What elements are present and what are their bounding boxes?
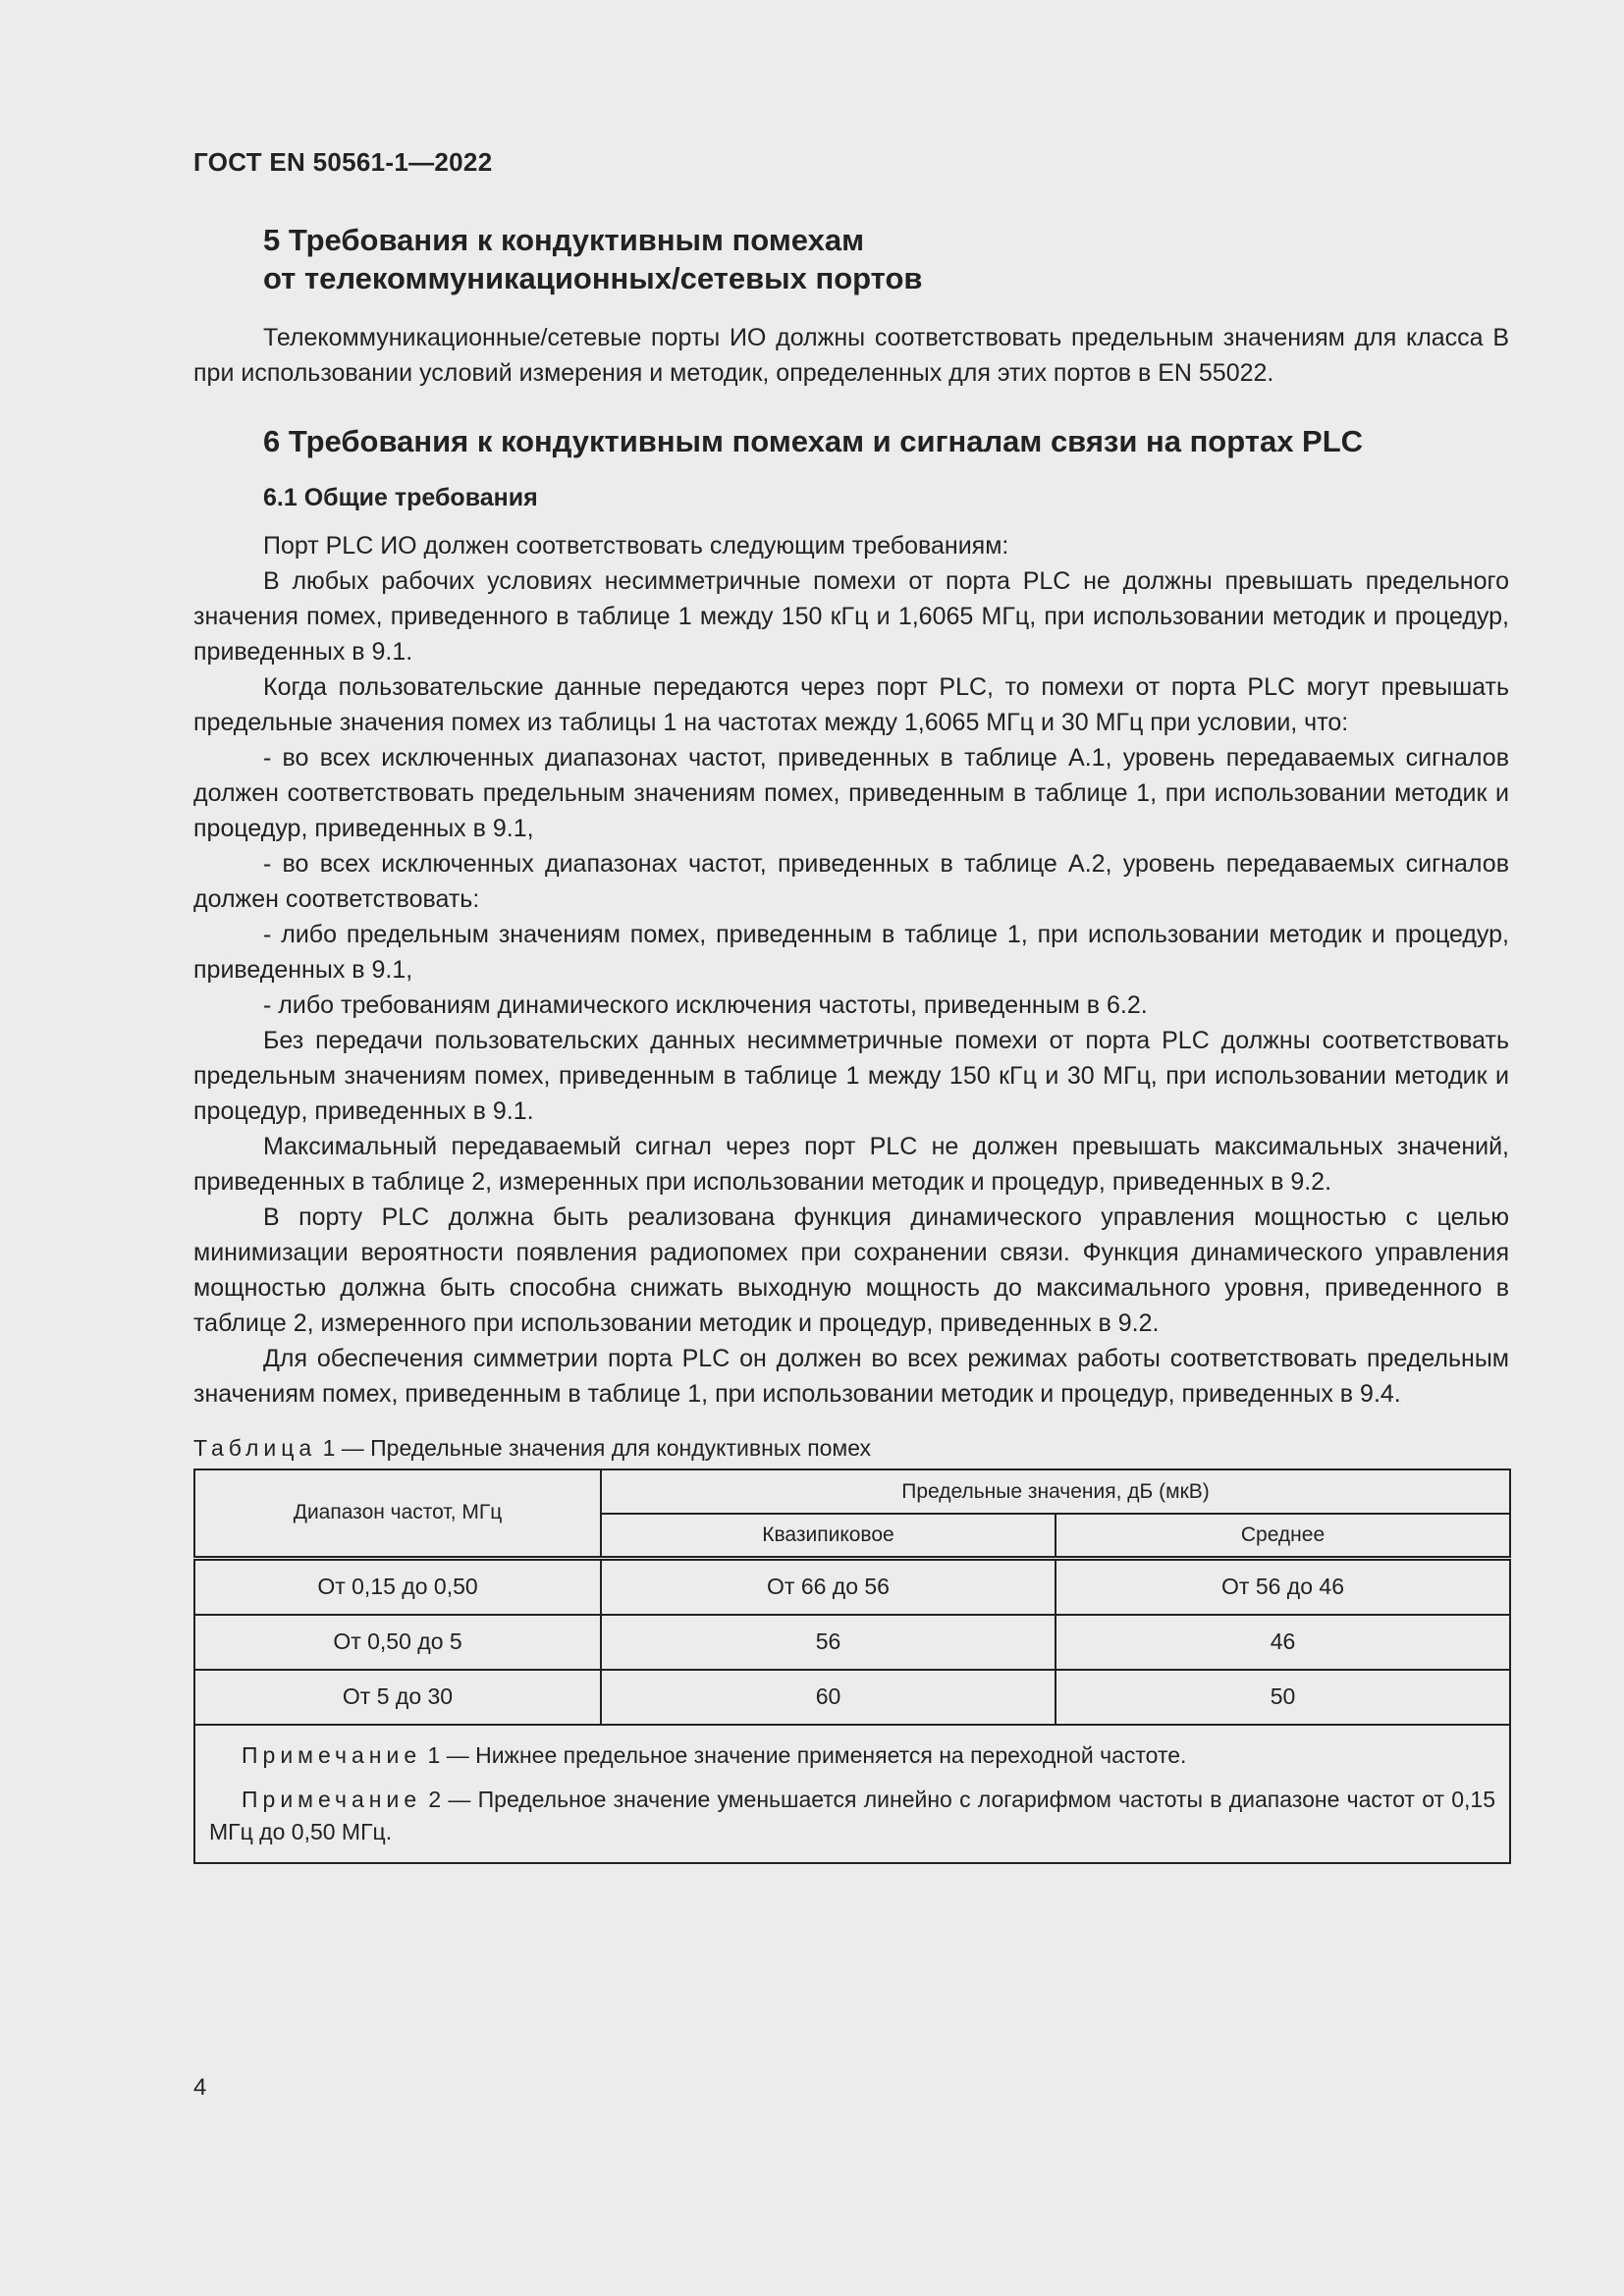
list-item: - либо предельным значениям помех, приведенным в таблице 1, при использовании методик и процедур, приведенных в 9.1, <box>193 921 1509 984</box>
cell-quasi-peak: От 66 до 56 <box>601 1558 1056 1615</box>
cell-quasi-peak: 56 <box>601 1615 1056 1670</box>
cell-average: 50 <box>1056 1670 1510 1725</box>
section-5-title-line-1: 5 Требования к кондуктивным помехам <box>263 223 865 257</box>
section-5-paragraph: Телекоммуникационные/сетевые порты ИО должны соответствовать предельным значениям для класса B при использовании условий измерения и методик, определенных для этих портов в EN 55022. <box>193 324 1509 387</box>
paragraph: Для обеспечения симметрии порта PLC он должен во всех режимах работы соответствовать предельным значениям помех, приведенным в таблице 1, при использовании методик и процедур, приведенных в 9.4. <box>193 1345 1509 1408</box>
paragraph: Когда пользовательские данные передаются через порт PLC, то помехи от порта PLC могут превышать предельные значения помех из таблицы 1 на частотах между 1,6065 МГц и 30 МГц при условии, что: <box>193 673 1509 736</box>
note-text: 1 — Нижнее предельное значение применяется на переходной частоте. <box>421 1741 1187 1768</box>
column-header-frequency-range: Диапазон частот, МГц <box>194 1469 601 1558</box>
table-notes-row <box>194 1725 1510 1863</box>
paragraph: В любых рабочих условиях несимметричные помехи от порта PLC не должны превышать предельного значения помех, приведенного в таблице 1 между 150 кГц и 1,6065 МГц, при использовании методик и процедур, приведенных в 9.1. <box>193 567 1509 666</box>
note-label: Примечание <box>242 1741 422 1768</box>
table-caption <box>193 1433 1509 1463</box>
document-body <box>193 221 1509 1864</box>
column-header-limits: Предельные значения, дБ (мкВ) <box>601 1469 1510 1514</box>
table-row <box>194 1670 1510 1725</box>
list-item: - во всех исключенных диапазонах частот, приведенных в таблице A.2, уровень передаваемых сигналов должен соответствовать: <box>193 850 1509 913</box>
section-5-title-line-2: от телекоммуникационных/сетевых портов <box>263 261 923 295</box>
paragraph: В порту PLC должна быть реализована функция динамического управления мощностью с целью минимизации вероятности появления радиопомех при сохранении связи. Функция динамического управления мощностью должна быть способна снижать выходную мощность до максимального уровня, приведенного в таблице 2, измеренного при использовании методик и процедур, приведенных в 9.2. <box>193 1203 1509 1337</box>
page-number: 4 <box>193 2074 207 2101</box>
column-header-average: Среднее <box>1056 1514 1510 1558</box>
list-item: - во всех исключенных диапазонах частот, приведенных в таблице A.1, уровень передаваемых сигналов должен соответствовать предельным значениям помех, приведенным в таблице 1, при использовании методик и процедур, приведенных в 9.1, <box>193 744 1509 842</box>
table-caption-text: 1 — Предельные значения для кондуктивных помех <box>316 1435 872 1461</box>
note-label: Примечание <box>242 1786 422 1812</box>
subsection-6-1-title: 6.1 Общие требования <box>263 484 538 511</box>
note-text: 2 — Предельное значение уменьшается линейно с логарифмом частоты в диапазоне частот от 0,15 МГц до 0,50 МГц. <box>209 1786 1496 1844</box>
paragraph: Порт PLC ИО должен соответствовать следующим требованиям: <box>263 532 1009 560</box>
paragraph: Максимальный передаваемый сигнал через порт PLC не должен превышать максимальных значений, приведенных в таблице 2, измеренных при использовании методик и процедур, приведенных в 9.2. <box>193 1133 1509 1196</box>
document-header: ГОСТ EN 50561-1—2022 <box>193 147 493 177</box>
cell-quasi-peak: 60 <box>601 1670 1056 1725</box>
list-item: - либо требованиям динамического исключения частоты, приведенным в 6.2. <box>263 991 1148 1019</box>
table-caption-label: Таблица <box>193 1435 317 1461</box>
section-6-title: 6 Требования к кондуктивным помехам и сигналам связи на портах PLC <box>263 424 1364 458</box>
table-note-2 <box>209 1784 1495 1848</box>
cell-frequency-range: От 0,15 до 0,50 <box>194 1558 601 1615</box>
table-notes <box>194 1725 1510 1863</box>
cell-average: От 56 до 46 <box>1056 1558 1510 1615</box>
column-header-quasi-peak: Квазипиковое <box>601 1514 1056 1558</box>
limits-table <box>193 1468 1511 1864</box>
paragraph: Без передачи пользовательских данных несимметричные помехи от порта PLC должны соответствовать предельным значениям помех, приведенным в таблице 1 между 150 кГц и 30 МГц, при использовании методик и процедур, приведенных в 9.1. <box>193 1027 1509 1125</box>
table-note-1 <box>209 1739 1495 1772</box>
cell-frequency-range: От 5 до 30 <box>194 1670 601 1725</box>
cell-frequency-range: От 0,50 до 5 <box>194 1615 601 1670</box>
table-row <box>194 1558 1510 1615</box>
cell-average: 46 <box>1056 1615 1510 1670</box>
table-row <box>194 1615 1510 1670</box>
